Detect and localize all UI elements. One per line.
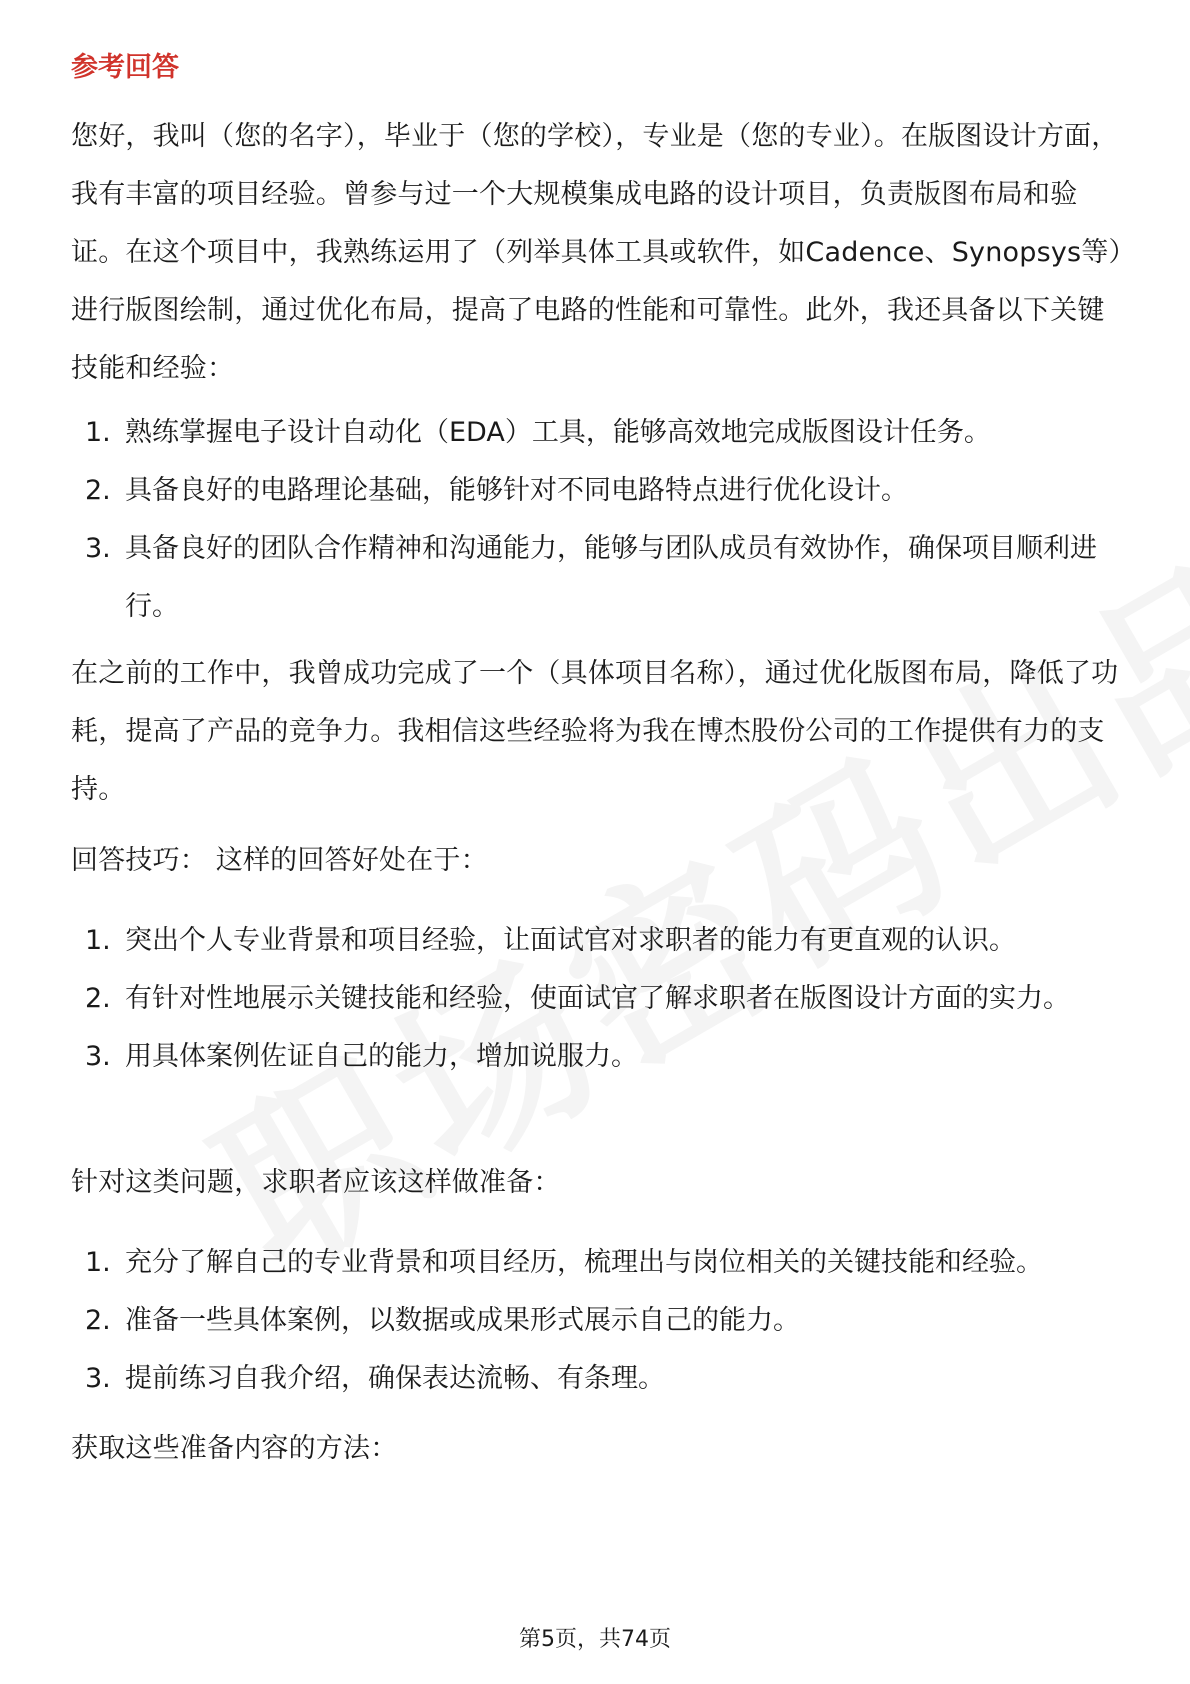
prep-intro: 针对这类问题，求职者应该这样做准备：	[71, 1167, 561, 1198]
methods-intro: 获取这些准备内容的方法：	[71, 1433, 398, 1464]
intro-paragraph: 您好，我叫（您的名字），毕业于（您的学校），专业是（您的专业）。在版图设计方面，我有丰富的项目经验。曾参与过一个大规模集成电路的设计项目，负责版图布局和验证。在这个项目中，我熟练运用了（列举具体工具或软件，如Cadence、Synopsys等）进行版图绘制，通过优化布局，提高了电路的性能和可靠性。此外，我还具备以下关键技能和经验：	[71, 121, 1123, 384]
list-item: 1. 熟练掌握电子设计自动化（EDA）工具，能够高效地完成版图设计任务。	[85, 417, 991, 448]
prep-list	[71, 1234, 1129, 1408]
tips-list	[71, 912, 1129, 1086]
list-item: 3. 提前练习自我介绍，确保表达流畅、有条理。	[85, 1363, 665, 1394]
list-item: 1. 充分了解自己的专业背景和项目经历，梳理出与岗位相关的关键技能和经验。	[85, 1247, 1043, 1278]
list-item: 2. 具备良好的电路理论基础，能够针对不同电路特点进行优化设计。	[85, 475, 908, 506]
list-item: 3. 用具体案例佐证自己的能力，增加说服力。	[85, 1041, 638, 1072]
achievement-paragraph: 在之前的工作中，我曾成功完成了一个（具体项目名称），通过优化版图布局，降低了功耗，提高了产品的竞争力。我相信这些经验将为我在博杰股份公司的工作提供有力的支持。	[71, 658, 1119, 805]
list-item: 1. 突出个人专业背景和项目经验，让面试官对求职者的能力有更直观的认识。	[85, 925, 1016, 956]
list-item: 3. 具备良好的团队合作精神和沟通能力，能够与团队成员有效协作，确保项目顺利进行。	[85, 533, 1097, 622]
section-heading: 参考回答	[71, 52, 179, 83]
list-item: 2. 准备一些具体案例，以数据或成果形式展示自己的能力。	[85, 1305, 800, 1336]
list-item: 2. 有针对性地展示关键技能和经验，使面试官了解求职者在版图设计方面的实力。	[85, 983, 1070, 1014]
skills-list	[71, 404, 1129, 636]
page-number: 第5页，共74页	[519, 1627, 671, 1652]
tips-intro: 回答技巧： 这样的回答好处在于：	[71, 845, 488, 876]
